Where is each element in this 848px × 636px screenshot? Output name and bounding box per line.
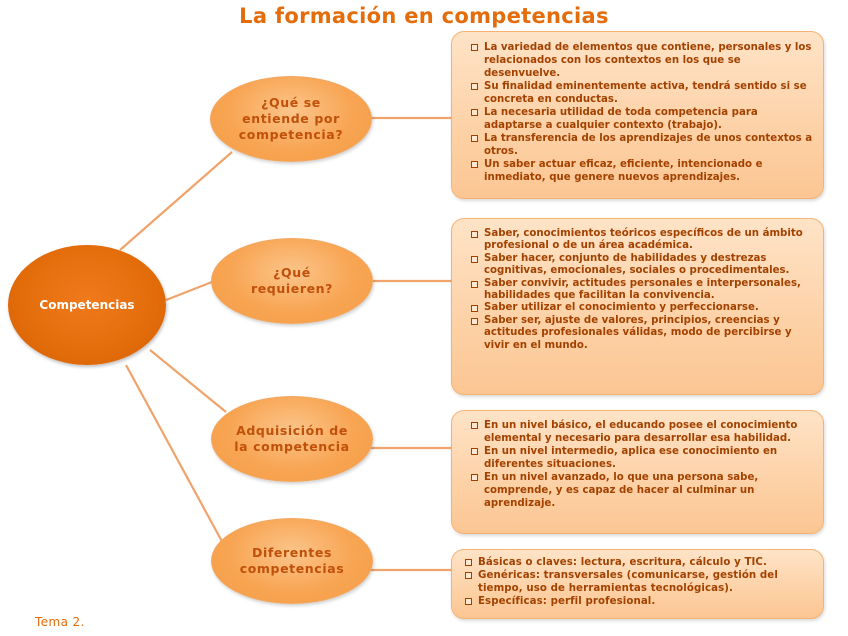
list-item: En un nivel avanzado, lo que una persona sabe, comprende, y es capaz de hacer al culminar un aprendizaje. — [470, 471, 813, 510]
list-item: La necesaria utilidad de toda competencia para adaptarse a cualquier contexto (trabajo). — [470, 106, 813, 132]
diagram-title: La formación en competencias — [239, 4, 609, 28]
list-item: Saber utilizar el conocimiento y perfeccionarse. — [470, 302, 813, 314]
list-item: Saber ser, ajuste de valores, principios, creencias y actitudes profesionales válidas, modo de percibirse y vivir en el mundo. — [470, 315, 813, 352]
branch-label: Diferentes competencias — [239, 545, 345, 576]
branch-label: ¿Qué requieren? — [250, 265, 334, 296]
connector-center-branch-2 — [166, 282, 212, 300]
list-item: Su finalidad eminentemente activa, tendrá sentido si se concreta en conductas. — [470, 80, 813, 106]
list-item: Saber convivir, actitudes personales e interpersonales, habilidades que facilitan la convivencia. — [470, 278, 813, 303]
branch-node-requirements — [211, 238, 373, 324]
center-node — [8, 245, 166, 365]
branch-node-types — [211, 518, 373, 604]
list-item: En un nivel intermedio, aplica ese conocimiento en diferentes situaciones. — [470, 445, 813, 471]
list-item: Genéricas: transversales (comunicarse, gestión del tiempo, uso de herramientas tecnológicas). — [464, 569, 813, 595]
list-item: Un saber actuar eficaz, eficiente, intencionado e inmediato, que genere nuevos aprendizajes. — [470, 158, 813, 184]
connector-center-branch-1 — [120, 152, 232, 250]
branch-node-definition — [210, 76, 372, 162]
detail-box-definition — [451, 31, 824, 199]
branch-label: ¿Qué se entiende por competencia? — [238, 95, 344, 142]
detail-box-requirements — [451, 218, 824, 395]
list-item: Básicas o claves: lectura, escritura, cálculo y TIC. — [464, 556, 813, 569]
footer-label: Tema 2. — [35, 615, 85, 629]
branch-node-acquisition — [211, 396, 373, 482]
list-item: Saber, conocimientos teóricos específicos de un ámbito profesional o de un área académica. — [470, 228, 813, 253]
center-label: Competencias — [39, 298, 135, 312]
detail-box-acquisition — [451, 410, 824, 534]
list-item: En un nivel básico, el educando posee el conocimiento elemental y necesario para desarrollar esa habilidad. — [470, 419, 813, 445]
connector-center-branch-3 — [150, 350, 226, 412]
branch-label: Adquisición de la competencia — [234, 423, 350, 454]
detail-box-types — [451, 549, 824, 619]
connector-center-branch-4 — [126, 365, 225, 547]
list-item: Saber hacer, conjunto de habilidades y destrezas cognitivas, emocionales, sociales o procedimentales. — [470, 253, 813, 278]
list-item: La variedad de elementos que contiene, personales y los relacionados con los contextos en los que se desenvuelve. — [470, 41, 813, 80]
list-item: Específicas: perfil profesional. — [464, 595, 813, 608]
list-item: La transferencia de los aprendizajes de unos contextos a otros. — [470, 132, 813, 158]
